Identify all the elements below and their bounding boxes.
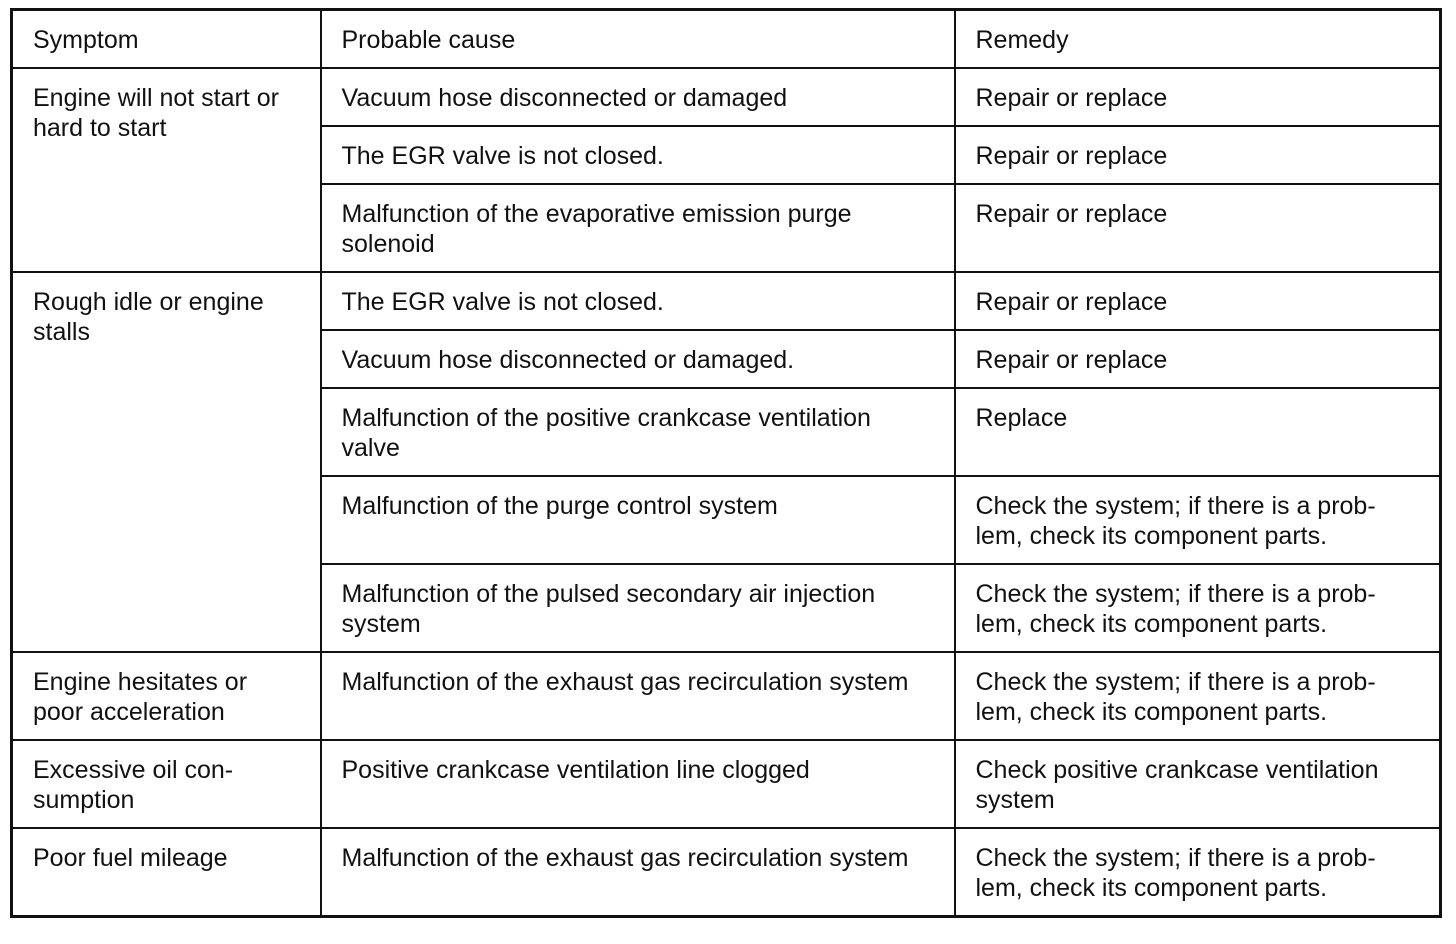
header-probable-cause: Probable cause	[321, 10, 955, 69]
remedy-cell: Repair or replace	[955, 68, 1441, 126]
table-row	[12, 68, 1441, 126]
header-symptom: Symptom	[12, 10, 321, 69]
remedy-cell: Check the system; if there is a prob-lem, check its component parts.	[955, 564, 1441, 652]
cause-cell: Vacuum hose disconnected or damaged.	[321, 330, 955, 388]
cause-cell: Malfunction of the purge control system	[321, 476, 955, 564]
symptom-cell: Rough idle or engine stalls	[12, 272, 321, 652]
remedy-cell: Repair or replace	[955, 184, 1441, 272]
symptom-cell: Engine hesitates or poor acceleration	[12, 652, 321, 740]
cause-cell: Malfunction of the evaporative emission purge solenoid	[321, 184, 955, 272]
table-row	[12, 652, 1441, 740]
remedy-cell: Replace	[955, 388, 1441, 476]
cause-cell: Positive crankcase ventilation line clogged	[321, 740, 955, 828]
table-row	[12, 272, 1441, 330]
cause-cell: The EGR valve is not closed.	[321, 272, 955, 330]
troubleshooting-table	[10, 8, 1442, 918]
remedy-cell: Repair or replace	[955, 330, 1441, 388]
remedy-cell: Check the system; if there is a prob-lem, check its component parts.	[955, 828, 1441, 917]
cause-cell: The EGR valve is not closed.	[321, 126, 955, 184]
cause-cell: Malfunction of the positive crankcase ventilation valve	[321, 388, 955, 476]
header-remedy: Remedy	[955, 10, 1441, 69]
remedy-cell: Repair or replace	[955, 126, 1441, 184]
table-row	[12, 828, 1441, 917]
table-row	[12, 740, 1441, 828]
remedy-cell: Repair or replace	[955, 272, 1441, 330]
cause-cell: Malfunction of the exhaust gas recirculation system	[321, 828, 955, 917]
symptom-cell: Poor fuel mileage	[12, 828, 321, 917]
cause-cell: Vacuum hose disconnected or damaged	[321, 68, 955, 126]
cause-cell: Malfunction of the pulsed secondary air injection system	[321, 564, 955, 652]
cause-cell: Malfunction of the exhaust gas recirculation system	[321, 652, 955, 740]
header-row	[12, 10, 1441, 69]
symptom-cell: Excessive oil con-sumption	[12, 740, 321, 828]
remedy-cell: Check positive crankcase ventilation system	[955, 740, 1441, 828]
symptom-cell: Engine will not start or hard to start	[12, 68, 321, 272]
remedy-cell: Check the system; if there is a prob-lem, check its component parts.	[955, 476, 1441, 564]
remedy-cell: Check the system; if there is a prob-lem, check its component parts.	[955, 652, 1441, 740]
